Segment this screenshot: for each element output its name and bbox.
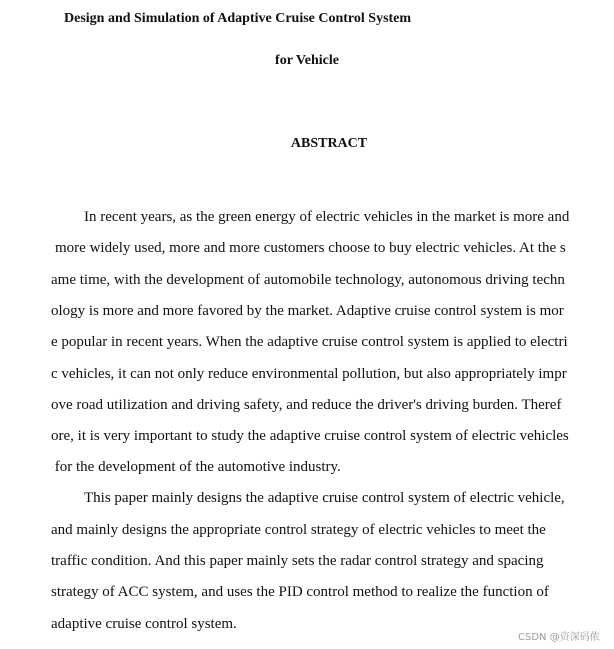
paragraph-2-line: strategy of ACC system, and uses the PID control method to realize the function of: [51, 584, 549, 600]
document-title-line-2: for Vehicle: [275, 53, 339, 68]
document-title-line-1: Design and Simulation of Adaptive Cruise Control System: [64, 11, 412, 26]
paragraph-1-line: for the development of the automotive industry.: [51, 459, 341, 475]
paragraph-1-line: ology is more and more favored by the market. Adaptive cruise control system is mor: [51, 303, 564, 319]
paragraph-2-line: traffic condition. And this paper mainly sets the radar control strategy and spacing: [51, 553, 544, 569]
abstract-heading: ABSTRACT: [290, 136, 368, 151]
paragraph-2-line: and mainly designs the appropriate control strategy of electric vehicles to meet the: [51, 522, 546, 538]
paragraph-2-line: This paper mainly designs the adaptive cruise control system of electric vehicle,: [84, 490, 565, 506]
paragraph-1-line: c vehicles, it can not only reduce environmental pollution, but also appropriately impr: [51, 366, 567, 382]
paragraph-2-line: adaptive cruise control system.: [51, 616, 237, 632]
paragraph-1-line: ove road utilization and driving safety, and reduce the driver's driving burden. Theref: [51, 397, 562, 413]
paragraph-1-line: e popular in recent years. When the adaptive cruise control system is applied to electri: [51, 334, 568, 350]
paragraph-1-line: ore, it is very important to study the adaptive cruise control system of electric vehicles: [51, 428, 569, 444]
paragraph-1-line: more widely used, more and more customers choose to buy electric vehicles. At the s: [55, 240, 566, 256]
paragraph-1-line: In recent years, as the green energy of electric vehicles in the market is more and: [84, 209, 570, 225]
csdn-watermark: CSDN @资深码侬: [518, 632, 600, 643]
paragraph-1-line: ame time, with the development of automobile technology, autonomous driving techn: [51, 272, 565, 288]
